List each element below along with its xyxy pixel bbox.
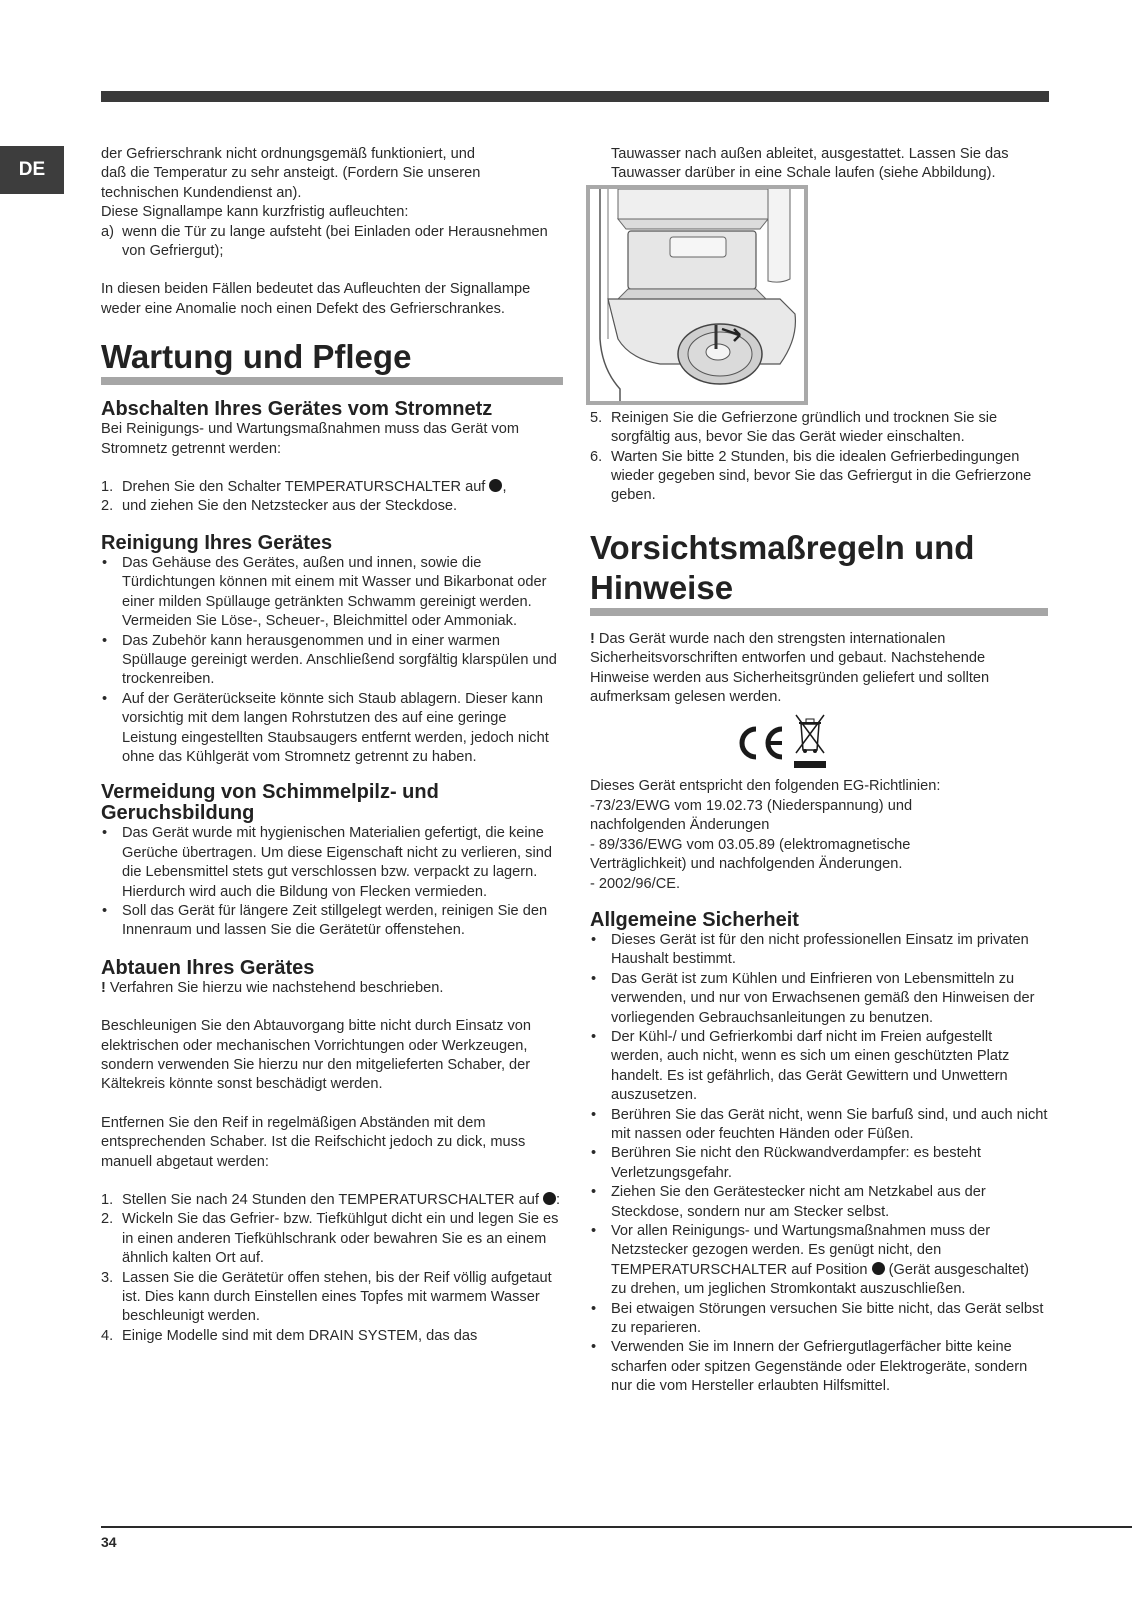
heading-vorsicht: Vorsichtsmaßregeln und Hinweise	[590, 528, 1048, 616]
off-position-icon	[489, 479, 502, 492]
heading-sicherheit: Allgemeine Sicherheit	[590, 908, 799, 931]
warning-mark: !	[590, 630, 595, 647]
left-column	[101, 145, 563, 1346]
intro-item-a: a) wenn die Tür zu lange aufsteht (bei Einladen oder Herausnehmen von Gefriergut);	[101, 223, 548, 260]
list-item: • Der Kühl-/ und Gefrierkombi darf nicht im Freien aufgestellt werden, auch nicht, wenn es sich um einen geschützten Platz handelt. Es ist gefährlich, das Gerät Gewittern und Unwettern auszusetzen.	[590, 1028, 1048, 1106]
list-item: 2. Wickeln Sie das Gefrier- bzw. Tiefkühlgut dicht ein und legen Sie es in einen anderen Tiefkühlschrank oder bewahren Sie es an einem ähnlich kalten Ort auf.	[101, 1211, 559, 1267]
list-item: 5. Reinigen Sie die Gefrierzone gründlich und trocknen Sie sie sorgfältig aus, bevor Sie das Gerät wieder einschalten.	[590, 409, 998, 446]
abtauen-paragraph: Beschleunigen Sie den Abtauvorgang bitte nicht durch Einsatz von elektrischen oder mechanischen Vorrichtungen oder Werkzeugen, sondern verwenden Sie hierzu nur den mitgelieferten Schaber, der Kältekreis könnte sonst beschädigt werden.	[101, 1018, 531, 1093]
list-item: • Das Zubehör kann herausgenommen und in einer warmen Spüllauge gereinigt werden. Anschließend sorgfältig klarspülen und trockenreiben.	[101, 632, 563, 690]
ce-mark-icon	[742, 729, 782, 757]
heading-abschalten: Abschalten Ihres Gerätes vom Stromnetz	[101, 398, 493, 421]
eg-line: Dieses Gerät entspricht den folgenden EG-Richtlinien:	[590, 778, 941, 795]
abtauen-steps-cont	[590, 409, 1048, 506]
list-item: 2. und ziehen Sie den Netzstecker aus der Steckdose.	[101, 498, 458, 515]
sicherheit-list	[590, 931, 1048, 1397]
list-item: 1. Stellen Sie nach 24 Stunden den TEMPERATURSCHALTER auf :	[101, 1192, 561, 1209]
list-item: 3. Lassen Sie die Gerätetür offen stehen, bis der Reif völlig aufgetaut ist. Dies kann durch Einstellen eines Topfes mit warmem Wasser beschleunigt werden.	[101, 1269, 552, 1325]
footer-rule	[101, 1526, 1132, 1528]
list-item: • Dieses Gerät ist für den nicht professionellen Einsatz im privaten Haushalt bestimmt.	[590, 931, 1048, 970]
weee-bin-icon	[794, 715, 826, 768]
eg-line: -73/23/EWG vom 19.02.73 (Niederspannung) und	[590, 797, 913, 814]
list-item: • Berühren Sie nicht den Rückwandverdampfer: es besteht Verletzungsgefahr.	[590, 1144, 1048, 1183]
drain-continuation: Tauwasser nach außen ableitet, ausgestattet. Lassen Sie das Tauwasser darüber in eine Schale laufen (siehe Abbildung).	[611, 146, 1009, 182]
page-number: 34	[101, 1534, 117, 1550]
eg-line: nachfolgenden Änderungen	[590, 817, 770, 834]
list-item: • Auf der Geräterückseite könnte sich Staub ablagern. Dieser kann vorsichtig mit dem langen Rohrstutzen des auf eine geringe Leistung eingestellten Staubsaugers entfernt werden, jedoch nicht ohne das Kühlgerät vom Stromnetz getrennt zu haben.	[101, 690, 563, 768]
list-item: • Ziehen Sie den Gerätestecker nicht am Netzkabel aus der Steckdose, sondern nur am Stecker selbst.	[590, 1183, 1048, 1222]
right-column	[590, 145, 1048, 1397]
language-tab: DE	[0, 146, 64, 194]
list-item: • Vor allen Reinigungs- und Wartungsmaßnahmen muss der Netzstecker gezogen werden. Es genügt nicht, den TEMPERATURSCHALTER auf Position (Gerät ausgeschaltet) zu drehen, um jeglichen Stromkontakt auszuschließen.	[590, 1222, 1048, 1300]
heading-reinigung: Reinigung Ihres Gerätes	[101, 531, 333, 554]
abtauen-paragraph: Entfernen Sie den Reif in regelmäßigen Abständen mit dem entsprechenden Schaber. Ist die Reifschicht jedoch zu dick, muss manuell abgetaut werden:	[101, 1114, 526, 1170]
list-item: • Soll das Gerät für längere Zeit stillgelegt werden, reinigen Sie den Innenraum und lassen Sie die Gerätetür offenstehen.	[101, 902, 563, 941]
abtauen-steps	[101, 1191, 563, 1346]
intro-line: daß die Temperatur zu sehr ansteigt. (Fordern Sie unseren	[101, 165, 481, 182]
compliance-logos	[590, 707, 1048, 777]
heading-schimmel: Vermeidung von Schimmelpilz- und Geruchsbildung	[101, 781, 439, 825]
eg-line: Verträglichkeit) und nachfolgenden Änderungen.	[590, 856, 903, 873]
header-rule	[101, 91, 1049, 102]
schimmel-list	[101, 824, 563, 940]
list-item: • Bei etwaigen Störungen versuchen Sie bitte nicht, das Gerät selbst zu reparieren.	[590, 1300, 1048, 1339]
abschalten-text: Bei Reinigungs- und Wartungsmaßnahmen muss das Gerät vom Stromnetz getrennt werden:	[101, 421, 520, 457]
intro-line: der Gefrierschrank nicht ordnungsgemäß funktioniert, und	[101, 146, 475, 162]
list-item: 1. Drehen Sie den Schalter TEMPERATURSCHALTER auf ,	[101, 479, 507, 496]
list-item: 4. Einige Modelle sind mit dem DRAIN SYSTEM, das das	[101, 1327, 478, 1344]
eg-line: - 89/336/EWG vom 03.05.89 (elektromagnetische	[590, 836, 911, 853]
heading-abtauen: Abtauen Ihres Gerätes	[101, 956, 315, 979]
list-item: • Das Gehäuse des Gerätes, außen und innen, sowie die Türdichtungen können mit einem mit Wasser und Bikarbonat oder einer milden Spüllauge getränkten Schwamm gereinigt werden. Vermeiden Sie Löse-, Scheuer-, Bleichmittel oder Ammoniak.	[101, 554, 563, 632]
vorsicht-text: ! Das Gerät wurde nach den strengsten internationalen Sicherheitsvorschriften entworfen und gebaut. Nachstehende Hinweise werden aus Sicherheitsgründen geliefert und sollten aufmerksam gelesen werden.	[590, 630, 990, 706]
intro-line: technischen Kundendienst an).	[101, 184, 302, 201]
off-position-icon	[872, 1262, 885, 1275]
list-item: • Berühren Sie das Gerät nicht, wenn Sie barfuß sind, und auch nicht mit nassen oder feuchten Händen oder Füßen.	[590, 1106, 1048, 1145]
drain-illustration	[586, 185, 808, 405]
heading-wartung: Wartung und Pflege	[101, 337, 563, 385]
eg-line: - 2002/96/CE.	[590, 875, 681, 892]
warning-mark: !	[101, 979, 106, 996]
list-item: 6. Warten Sie bitte 2 Stunden, bis die idealen Gefrierbedingungen wieder gegeben sind, bevor Sie das Gefriergut in die Gefrierzone geben.	[590, 448, 1032, 504]
off-position-icon	[543, 1192, 556, 1205]
intro-line: Diese Signallampe kann kurzfristig aufleuchten:	[101, 204, 409, 221]
intro-paragraph: In diesen beiden Fällen bedeutet das Aufleuchten der Signallampe weder eine Anomalie noch einen Defekt des Gefrierschrankes.	[101, 281, 531, 317]
list-item: • Das Gerät wurde mit hygienischen Materialien gefertigt, die keine Gerüche übertragen. Um diese Eigenschaft nicht zu verlieren, sind die Lebensmittel stets gut verschlossen bzw. verpackt zu lagern. Hierdurch wird auch die Bildung von Flecken vermieden.	[101, 824, 563, 902]
abschalten-steps	[101, 478, 563, 517]
abtauen-note: ! Verfahren Sie hierzu wie nachstehend beschrieben.	[101, 979, 444, 996]
list-item: • Verwenden Sie im Innern der Gefriergutlagerfächer bitte keine scharfen oder spitzen Gegenstände oder Elektrogeräte, sondern nur die vom Hersteller erlaubten Hilfsmittel.	[590, 1338, 1048, 1396]
reinigung-list	[101, 554, 563, 767]
list-item: • Das Gerät ist zum Kühlen und Einfrieren von Lebensmitteln zu verwenden, und nur von Erwachsenen gemäß den Hinweisen der vorliegenden Gebrauchsanleitungen zu benutzen.	[590, 970, 1048, 1028]
